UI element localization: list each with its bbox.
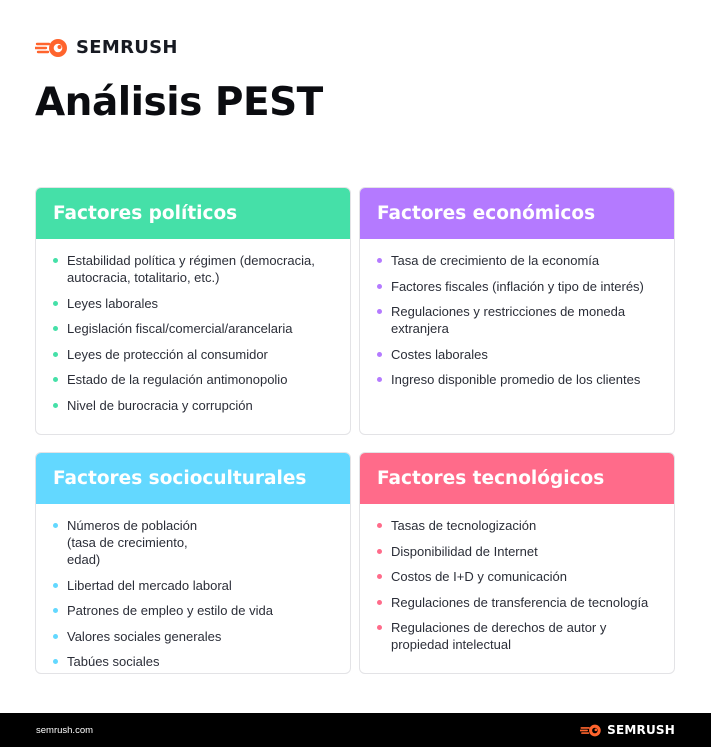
list-item: Disponibilidad de Internet <box>391 543 660 560</box>
bullet-dot <box>53 659 58 664</box>
semrush-flame-icon <box>580 724 602 737</box>
bullet-dot <box>53 326 58 331</box>
footer-bar <box>0 713 711 747</box>
list-item: Tabúes sociales <box>67 653 336 670</box>
card-sociocultural <box>35 452 351 674</box>
list-item: Ingreso disponible promedio de los clientes <box>391 371 660 388</box>
bullet-dot <box>377 600 382 605</box>
list-item: Nivel de burocracia y corrupción <box>67 397 336 414</box>
card-technological-heading: Factores tecnológicos <box>360 453 674 504</box>
card-economic-list <box>360 239 674 388</box>
bullet-dot <box>377 377 382 382</box>
list-item: Costes laborales <box>391 346 660 363</box>
list-item: Regulaciones de derechos de autor y propiedad intelectual <box>391 619 660 653</box>
bullet-dot <box>53 258 58 263</box>
card-economic-heading: Factores económicos <box>360 188 674 239</box>
list-item: Patrones de empleo y estilo de vida <box>67 602 336 619</box>
list-item: Números de población (tasa de crecimiento, edad) <box>67 517 336 568</box>
bullet-dot <box>377 574 382 579</box>
bullet-dot <box>377 258 382 263</box>
page-title: Análisis PEST <box>35 80 323 125</box>
footer-url[interactable]: semrush.com <box>36 724 94 736</box>
list-item: Costos de I+D y comunicación <box>391 568 660 585</box>
bullet-dot <box>53 403 58 408</box>
bullet-dot <box>53 301 58 306</box>
list-item: Libertad del mercado laboral <box>67 577 336 594</box>
card-technological-list <box>360 504 674 653</box>
footer-logo-wordmark: SEMRUSH <box>607 723 675 737</box>
logo-wordmark: SEMRUSH <box>76 37 178 58</box>
list-item: Leyes laborales <box>67 295 336 312</box>
list-item: Regulaciones de transferencia de tecnología <box>391 594 660 611</box>
semrush-logo <box>35 37 178 58</box>
bullet-dot <box>377 523 382 528</box>
bullet-dot <box>377 284 382 289</box>
bullet-dot <box>377 352 382 357</box>
list-item: Leyes de protección al consumidor <box>67 346 336 363</box>
card-sociocultural-heading: Factores socioculturales <box>36 453 350 504</box>
bullet-dot <box>53 352 58 357</box>
bullet-dot <box>53 634 58 639</box>
bullet-dot <box>377 309 382 314</box>
card-political <box>35 187 351 435</box>
list-item: Estabilidad política y régimen (democracia, autocracia, totalitario, etc.) <box>67 252 336 286</box>
list-item: Tasa de crecimiento de la economía <box>391 252 660 269</box>
card-political-heading: Factores políticos <box>36 188 350 239</box>
bullet-dot <box>377 549 382 554</box>
list-item: Regulaciones y restricciones de moneda extranjera <box>391 303 660 337</box>
bullet-dot <box>53 608 58 613</box>
list-item: Legislación fiscal/comercial/arancelaria <box>67 320 336 337</box>
footer-logo <box>580 723 675 737</box>
bullet-dot <box>53 583 58 588</box>
list-item: Tasas de tecnologización <box>391 517 660 534</box>
bullet-dot <box>53 377 58 382</box>
card-technological <box>359 452 675 674</box>
list-item: Estado de la regulación antimonopolio <box>67 371 336 388</box>
list-item: Factores fiscales (inflación y tipo de interés) <box>391 278 660 295</box>
card-economic <box>359 187 675 435</box>
card-sociocultural-list <box>36 504 350 670</box>
bullet-dot <box>377 625 382 630</box>
bullet-dot <box>53 523 58 528</box>
semrush-flame-icon <box>35 38 69 58</box>
card-political-list <box>36 239 350 414</box>
list-item: Valores sociales generales <box>67 628 336 645</box>
